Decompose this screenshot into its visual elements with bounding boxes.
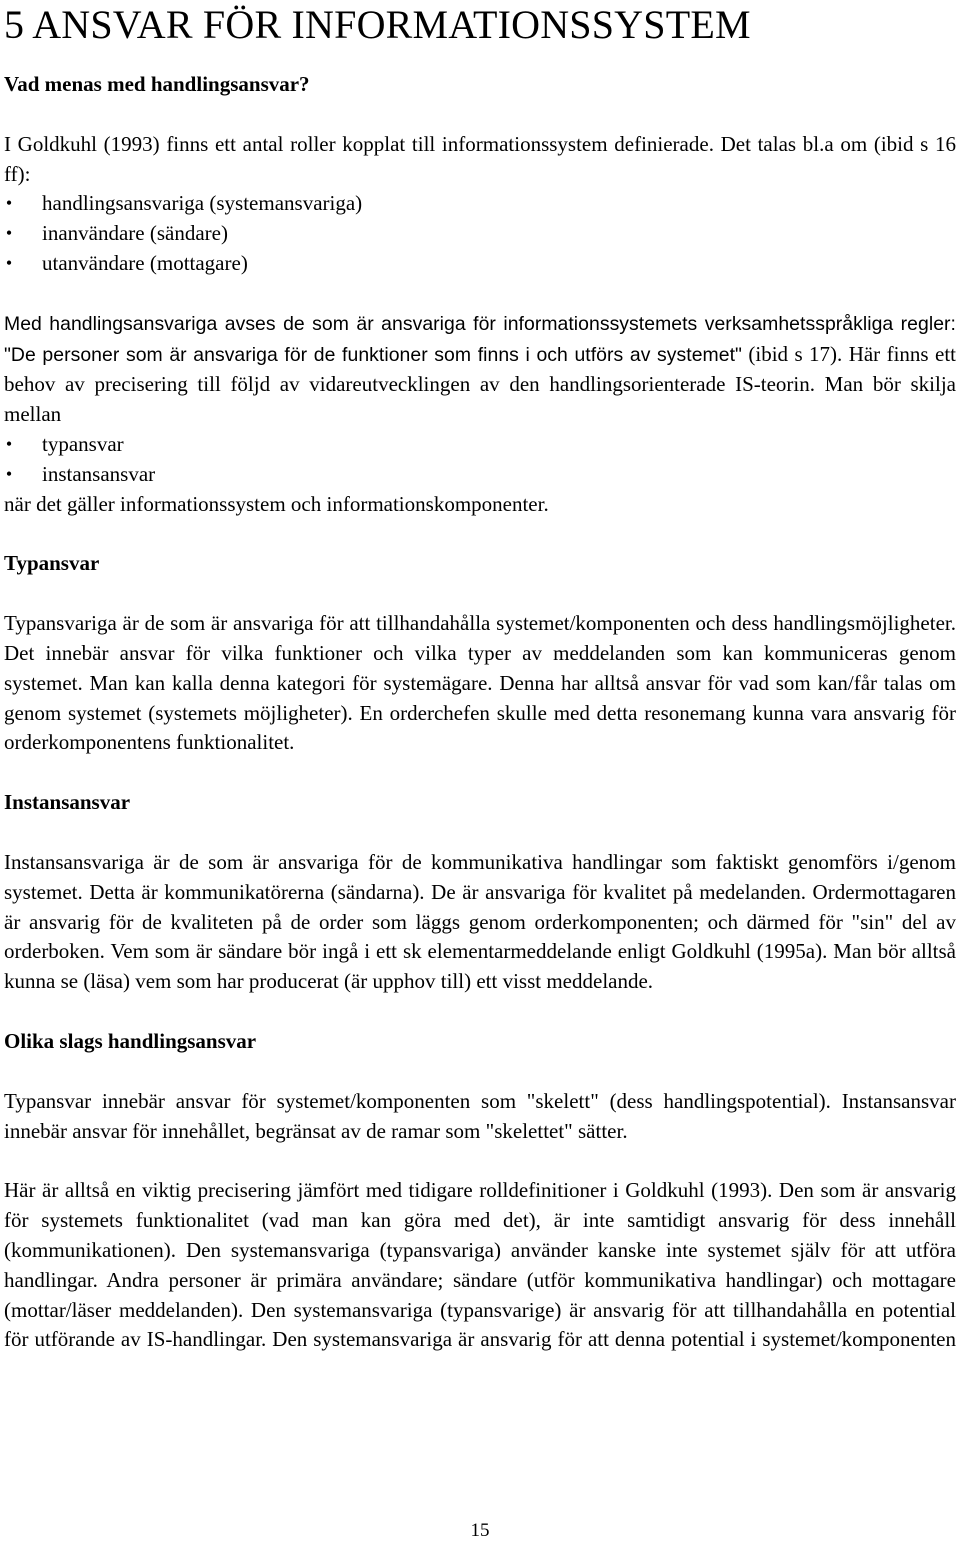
bullet-icon: • <box>5 252 13 273</box>
roles-list <box>4 189 956 278</box>
bullet-icon: • <box>5 223 13 244</box>
definition-paragraph <box>4 309 956 430</box>
document-page <box>4 0 956 1355</box>
section-body-olika-1: Typansvar innebär ansvar för systemet/komponenten som "skelett" (dess handlingspotential). Instansansvar innebär ansvar för innehållet, begränsat av de ramar som "skelettet" sätter. <box>4 1088 956 1143</box>
question-heading: Vad menas med handlingsansvar? <box>4 72 310 96</box>
responsibilities-list <box>4 430 956 490</box>
section-body-olika-2: Här är alltså en viktig precisering jämfört med tidigare rolldefinitioner i Goldkuhl (1993). Den som är ansvarig för systemets funktionalitet (vad man kan göra med det), är inte samtidigt ansvarig för dess innehåll (kommunikationen). Den systemansvariga (typansvariga) använder kanske inte systemet själv för att utföra handlingar. Andra personer är primära användare; sändare (utför kommunikativa handlingar) och mottagare (mottar/läser meddelanden). Den systemansvariga (typansvarige) är ansvarig för att tillhandahålla en potential för utförande av IS-handlingar. Den systemansvariga är ansvarig för att denna potential i systemet/komponenten <box>4 1178 956 1352</box>
list-item <box>4 189 956 219</box>
role-label: handlingsansvariga (systemansvariga) <box>42 191 363 216</box>
section-body-instansansvar: Instansansvariga är de som är ansvariga för de kommunikativa handlingar som faktiskt genomförs i/genom systemet. Detta är kommunikatörerna (sändarna). De är ansvariga för kvalitet på medelanden. Ordermottagaren är ansvarig för de kvaliteten på de order som läggs genom orderkomponenten; och därmed för "sin" del av orderboken. Vem som är sändare bör ingå i ett sk elementarmeddelande enligt Goldkuhl (1995a). Man bör alltså kunna se (läsa) vem som har producerat (är upphov till) ett visst meddelande. <box>4 849 956 994</box>
list-item <box>4 219 956 249</box>
responsibility-label: instansansvar <box>42 461 156 486</box>
responsibility-label: typansvar <box>42 431 124 456</box>
definition-serif-text: (ibid s 17). Här finns ett behov av precisering till följd av vidareutvecklingen av den handlingsorienterade IS-teorin. Man bör skilja mellan <box>4 341 956 427</box>
section-title-olika: Olika slags handlingsansvar <box>4 1028 257 1053</box>
section-body-typansvar: Typansvariga är de som är ansvariga för att tillhandahålla systemet/komponenten och dess handlingsmöjligheter. Det innebär ansvar för vilka funktioner och vilka typer av meddelanden som kan kommuniceras genom systemet. Man kan kalla denna kategori för systemägare. Denna har alltså ansvar för vad som kan/får talas om genom systemet (systemets möjligheter). En orderchefen skulle med detta resonemang kunna vara ansvarig för orderkomponentens funktionalitet. <box>4 611 956 755</box>
list-item <box>4 249 956 279</box>
role-label: inanvändare (sändare) <box>42 221 228 246</box>
responsibilities-tail: när det gäller informationssystem och informationskomponenter. <box>4 491 549 516</box>
section-title-instansansvar: Instansansvar <box>4 790 131 815</box>
intro-paragraph: I Goldkuhl (1993) finns ett antal roller kopplat till informationssystem definierade. Det talas bl.a om (ibid s 16 ff): <box>4 131 956 186</box>
bullet-icon: • <box>5 433 13 454</box>
role-label: utanvändare (mottagare) <box>42 250 248 275</box>
bullet-icon: • <box>5 463 13 484</box>
chapter-heading: 5 ANSVAR FÖR INFORMATIONSSYSTEM <box>4 2 751 47</box>
page-number: 15 <box>470 1520 490 1541</box>
section-title-typansvar: Typansvar <box>4 551 100 576</box>
list-item <box>4 460 956 490</box>
definition-sans-text: Med handlingsansvariga avses de som är ansvariga för informationssystemets verksamhetsspråkliga regler: "De personer som är ansvariga för de funktioner som finns i och utförs av systemet" <box>4 312 956 366</box>
bullet-icon: • <box>5 193 13 214</box>
list-item <box>4 430 956 460</box>
